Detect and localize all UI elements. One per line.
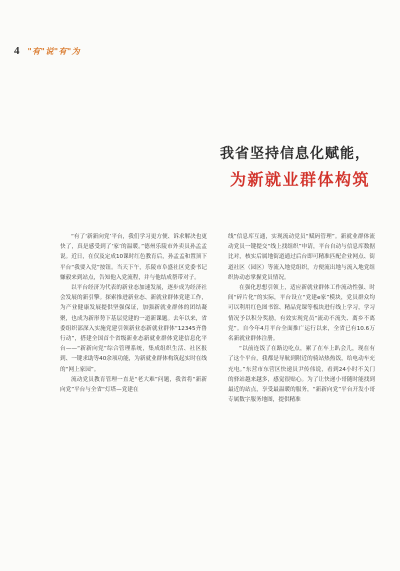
paragraph: “以前连饭了在路边吃点，累了在车上趴会儿，现在有了这个平台，我都是导航到附近的骑站热热饭，给电动车充充电。”东营市东营区快递员尹传伟说，看到24小时不关门的驿站越来越多，感觉很贴心。为了让快递小哥随时能找到最近的站点，享受最温暖的服务，“新新向党”平台开发小哥专属数字服务地图，提供精准 (228, 346, 375, 404)
article-column-left (60, 232, 207, 395)
article-column-right (228, 232, 375, 405)
paragraph: 流动党员教育管理一直是“老大难”问题，我省将“新新向党”平台与全省“灯塔—党建在 (60, 376, 207, 394)
paragraph: “有了‘新新向党’平台，我们学习更方便、诉求解决也更快了，真是感受到了‘家’的温暖。”德州乐陵市外卖员孙孟孟说。近日，在仅及定成10课时红色教育后，孙孟孟和置顶下平台“我要入党”按钮。当天下午，乐陵市阜盛社区党委书记嫌毅来到站点，告知他入党流程，并与他结成帮带对子。 (60, 234, 207, 281)
page-number: 4 (14, 45, 20, 57)
section-tag: "有"说"有"为 (27, 46, 81, 56)
title-line-1: 我省坚持信息化赋能， (220, 146, 370, 162)
paragraph: 以平台经济为代表的新业态加速发展，逐步成为经济社会发展的新引擎。探索推进新业态、新就业群体党建工作，为产业健康发展提供坚强保证，加强新就业群体的团结凝聚，也成为新形势下基层党建的一道新课题。去年以来，省委组织部深入实施党建引领新业态新就业群体“12345齐鲁行动”，搭建全国首个省级新业态新就业群体党建信息化平台——“新新向党”综合管理系统，集成组织生活、社区报到、一键求助等40余项功能，为新就业群体构筑起实时在线的“网上家园”。 (60, 285, 207, 373)
paragraph: 线”信息库互通，实现流动党员“赋码管理”。新就业群体流动党员一键提交“线上找组织”申请，平台自动与信息库数据比对，核实后属地街道通过后台即可精准匹配企业网点、街道社区（园区）等流入地党组织，方便流出地与流入地党组织协动态掌握党员情况。 (228, 234, 375, 281)
page-header (14, 44, 80, 58)
paragraph: 在强化思想引领上，适应新就业群体工作流动性强、时间“碎片化”的实际，平台设立“党建e家”模块，党员群众均可以利用红色图书馆、精品党课等板块进行线上学习，学习情况予以积分奖励，有效实现党员“流动不流失、离乡不离党”。自今年4月平台全面推广运行以来，全省已有10.6万名新就业群体注册。 (228, 285, 375, 343)
title-line-2: 为新就业群体构筑 (229, 170, 370, 189)
article-title (130, 143, 370, 190)
